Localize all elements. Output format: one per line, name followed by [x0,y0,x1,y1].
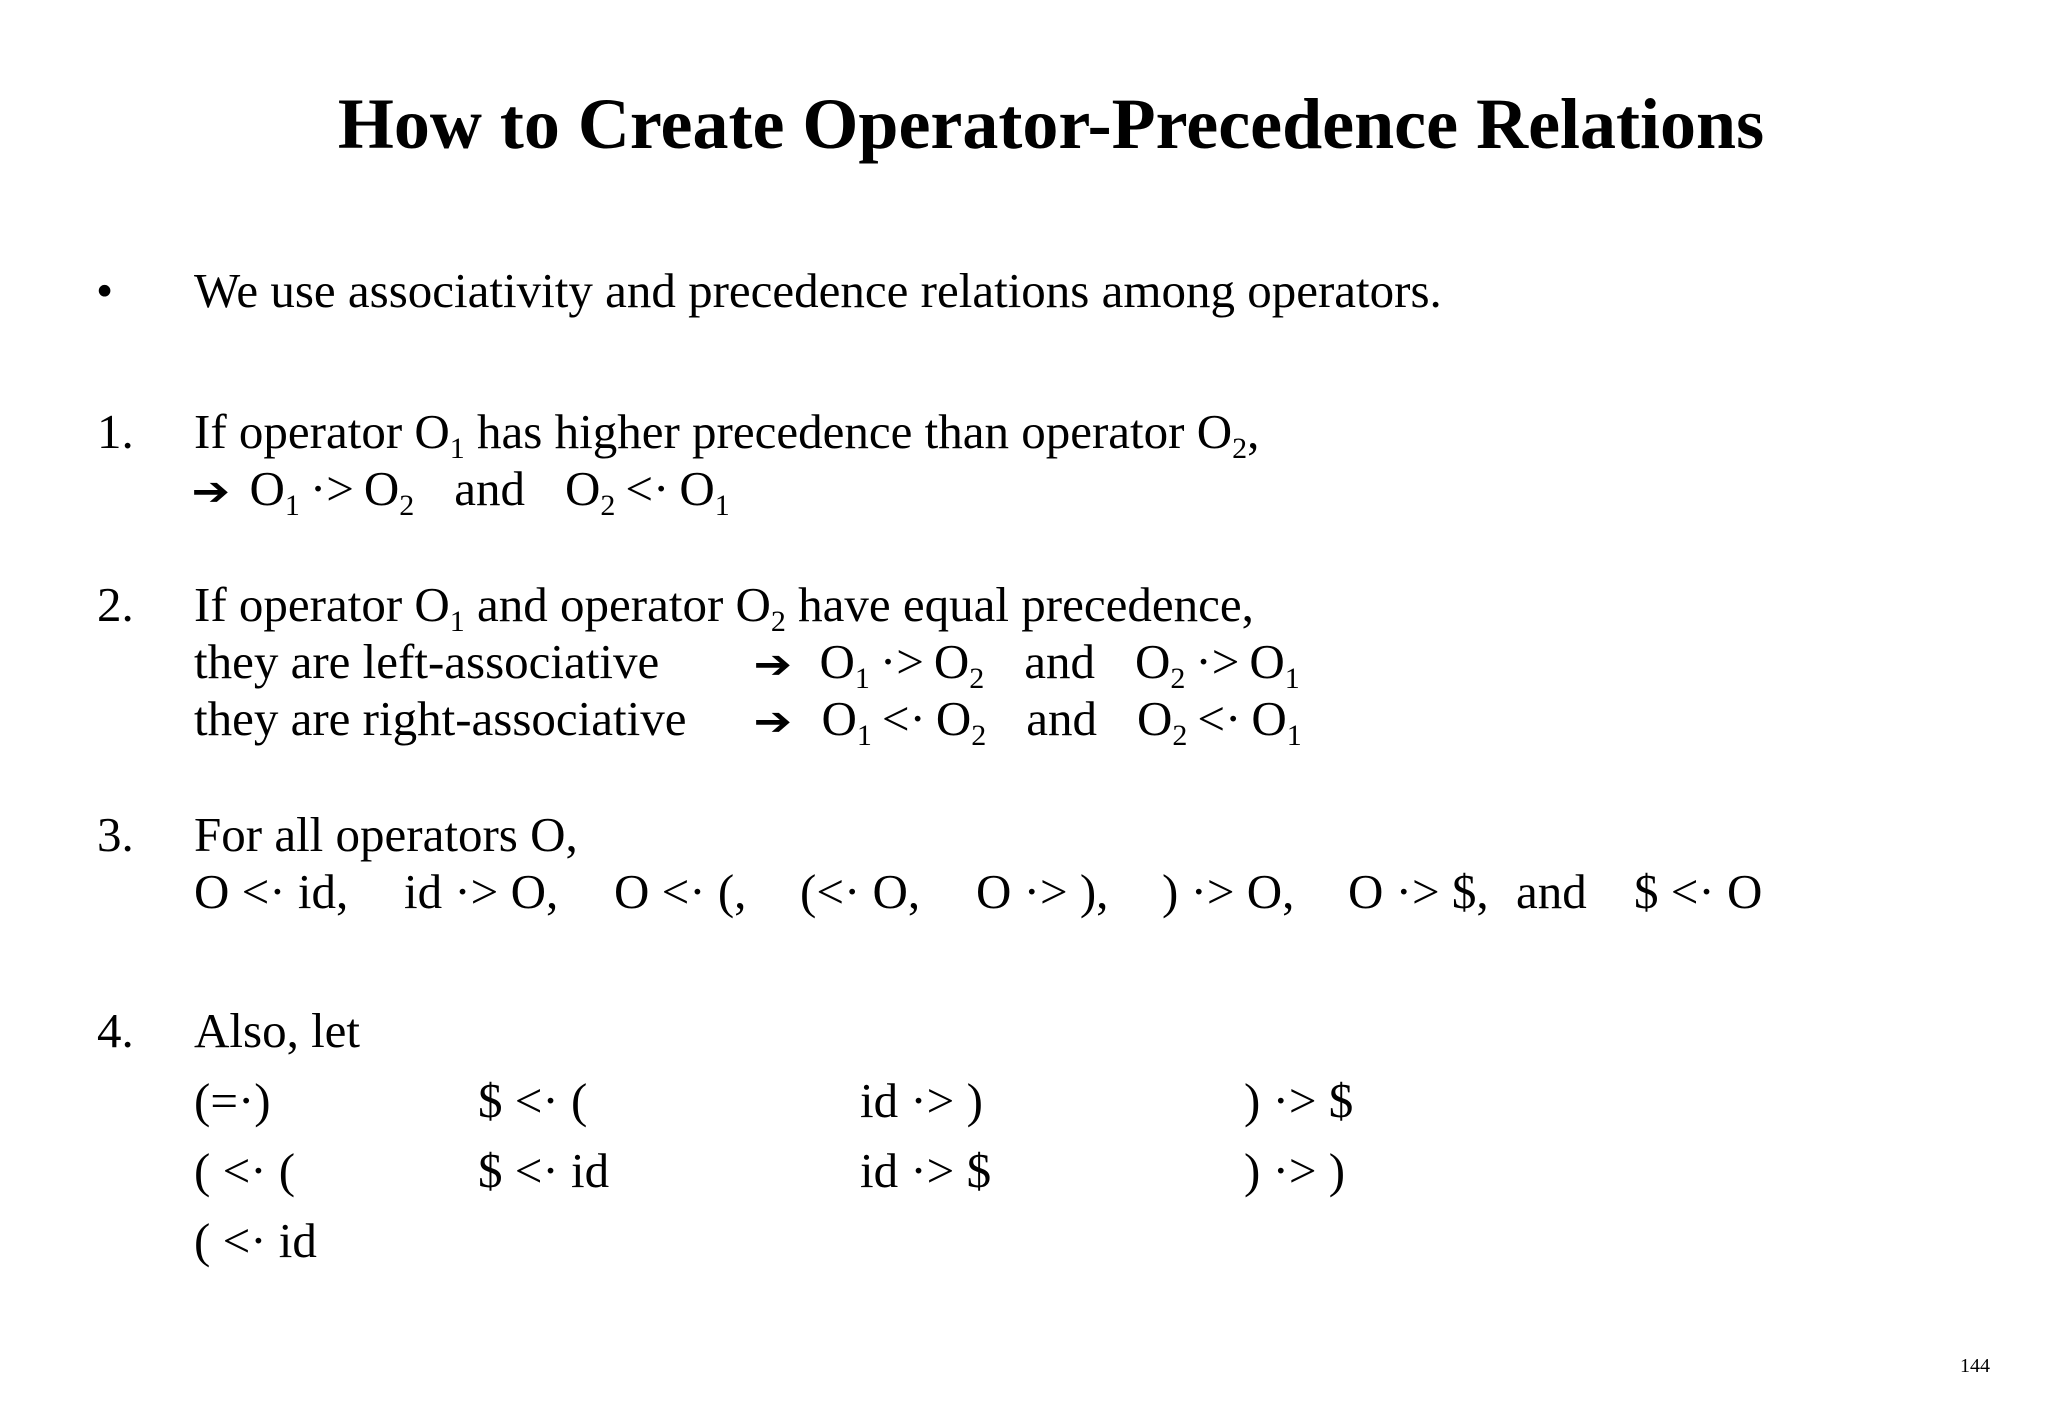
arrow-icon: ➔ [753,699,793,745]
relation-item: $ <· O [1634,864,1763,919]
grid-cell: id ·> ) [860,1073,983,1128]
rule-3-relations [0,864,2048,927]
intro-text: We use associativity and precedence relations among operators. [194,263,1442,318]
relation-item: O ·> ), [976,864,1109,919]
arrow-icon: ➔ [191,469,231,515]
relation-item: ) ·> O, [1162,864,1295,919]
rule-4-grid [0,1073,2048,1276]
rule-3-statement: For all operators O, [194,807,578,862]
left-assoc-label: they are left-associative [194,634,660,689]
relation-item: O <· id, [194,864,349,919]
relation-item: (<· O, [800,864,921,919]
grid-cell: ) ·> $ [1244,1073,1354,1128]
rule-2-right-assoc: they are right-associative ➔ $O_1 <\cdot O_2$ and $O_2 <\cdot O_1$ [194,691,1302,752]
rule-4-number: 4. [97,1003,134,1058]
rule-1-number: 1. [97,404,134,459]
rule-2-statement: If operator $O_1$ and operator $O_2$ have equal precedence, [194,577,1254,638]
rule-2-left-assoc: they are left-associative ➔ $O_1 \cdot> O_2$ and $O_2 \cdot> O_1$ [194,634,1300,695]
right-assoc-label: they are right-associative [194,691,687,746]
rule-2-number: 2. [97,577,134,632]
grid-cell: (=·) [194,1073,271,1128]
grid-cell: $ <· id [478,1143,610,1198]
rule-1-statement: If operator $O_1$ has higher precedence than operator $O_2$, [194,404,1260,465]
relation-item: O <· (, [614,864,747,919]
grid-cell: ( <· id [194,1213,317,1268]
grid-cell: ) ·> ) [1244,1143,1346,1198]
relation-item: and [1516,864,1587,919]
relation-item: O ·> $, [1348,864,1489,919]
relation-item: id ·> O, [404,864,559,919]
rule-1-line-2: ➔ $O_1 \cdot> O_2$ and $O_2 <\cdot O_1$ [191,461,730,522]
slide-title: How to Create Operator-Precedence Relations [337,84,1765,164]
bullet-icon: • [96,263,114,318]
arrow-icon: ➔ [753,642,793,688]
grid-cell: $ <· ( [478,1073,588,1128]
grid-cell: id ·> $ [860,1143,992,1198]
grid-cell: ( <· ( [194,1143,296,1198]
page-number: 144 [1960,1355,1990,1377]
rule-4-statement: Also, let [194,1003,361,1058]
rule-3-number: 3. [97,807,134,862]
